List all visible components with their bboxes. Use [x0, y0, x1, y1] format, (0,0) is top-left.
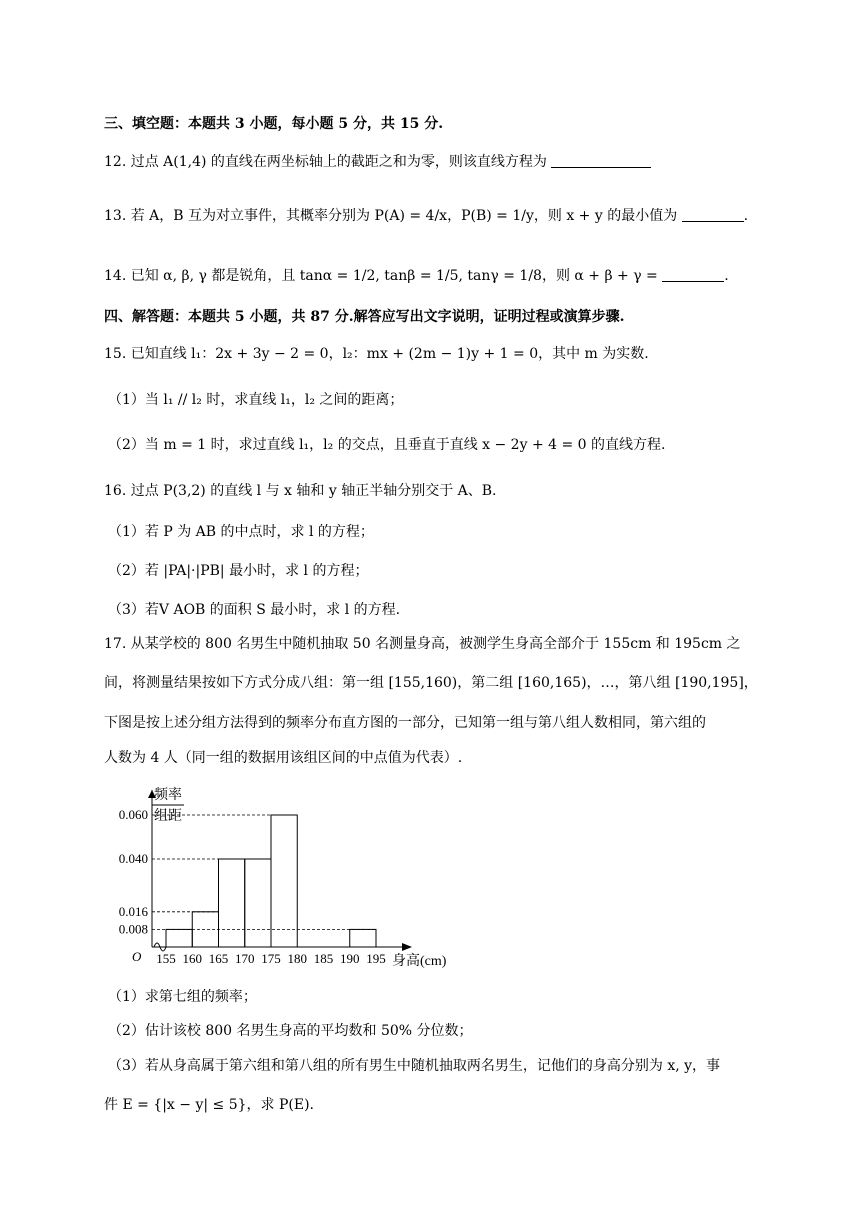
question-17-part-1: （1）求第七组的频率；	[108, 989, 257, 1005]
question-17-line-1: 17. 从某学校的 800 名男生中随机抽取 50 名测量身高，被测学生身高全部介于 155cm 和 195cm 之	[104, 636, 741, 652]
histogram-bar	[350, 929, 376, 947]
origin-label: O	[132, 949, 142, 964]
y-label-top: 频率	[154, 788, 182, 803]
question-16-stem: 16. 过点 P(3,2) 的直线 l 与 x 轴和 y 轴正半轴分别交于 A、B.	[104, 483, 497, 499]
question-16-part-1: （1）若 P 为 AB 的中点时，求 l 的方程；	[108, 524, 374, 540]
question-14-text: 14. 已知 α, β, γ 都是锐角，且 tanα = 1/2, tanβ = 1/5, tanγ = 1/8，则 α + β + γ =	[104, 268, 658, 284]
question-17-part-3: （3）若从身高属于第六组和第八组的所有男生中随机抽取两名男生，记他们的身高分别为 x, y，事	[108, 1058, 721, 1074]
answer-blank-12[interactable]	[551, 153, 651, 168]
x-tick-label: 180	[287, 951, 307, 966]
x-tick-label: 155	[156, 951, 176, 966]
histogram-bar	[219, 859, 245, 947]
x-tick-label: 190	[340, 951, 360, 966]
y-tick-label: 0.016	[118, 903, 148, 919]
x-tick-label: 175	[261, 951, 281, 966]
question-17-line-2: 间，将测量结果按如下方式分成八组：第一组 [155,160)，第二组 [160,165)，…，第八组 [190,195]，	[104, 675, 758, 691]
x-tick-label: 165	[208, 951, 229, 966]
question-15-part-1: （1）当 l₁ // l₂ 时，求直线 l₁，l₂ 之间的距离；	[108, 392, 404, 408]
question-17-line-4: 人数为 4 人（同一组的数据用该组区间的中点值为代表）.	[104, 750, 463, 766]
question-17-part-4: 件 E = {|x − y| ≤ 5}，求 P(E).	[104, 1097, 314, 1113]
frequency-histogram	[96, 775, 476, 975]
answer-blank-13[interactable]	[682, 207, 744, 222]
question-16-part-2: （2）若 |PA|·|PB| 最小时，求 l 的方程；	[108, 563, 369, 579]
question-17-part-2: （2）估计该校 800 名男生身高的平均数和 50% 分位数；	[108, 1023, 473, 1039]
question-16-part-3: （3）若V AOB 的面积 S 最小时，求 l 的方程.	[108, 602, 401, 618]
answer-blank-14[interactable]	[662, 267, 724, 282]
question-13-text: 13. 若 A，B 互为对立事件，其概率分别为 P(A) = 4/x，P(B) = 1/y，则 x + y 的最小值为	[104, 208, 678, 224]
histogram-bar	[271, 815, 297, 947]
question-15-part-2: （2）当 m = 1 时，求过直线 l₁，l₂ 的交点，且垂直于直线 x − 2y + 4 = 0 的直线方程.	[108, 437, 666, 453]
histogram-bar	[166, 929, 192, 947]
x-axis-label: 身高(cm)	[392, 954, 447, 969]
question-15-stem: 15. 已知直线 l₁：2x + 3y − 2 = 0，l₂：mx + (2m − 1)y + 1 = 0，其中 m 为实数.	[104, 346, 649, 362]
histogram-bar	[245, 859, 271, 947]
question-17-line-3: 下图是按上述分组方法得到的频率分布直方图的一部分，已知第一组与第八组人数相同，第六组的	[104, 715, 706, 731]
question-12-text: 12. 过点 A(1,4) 的直线在两坐标轴上的截距之和为零，则该直线方程为	[104, 154, 547, 170]
x-axis-arrow	[402, 943, 412, 951]
x-tick-label: 195	[366, 951, 386, 966]
x-tick-label: 170	[235, 951, 255, 966]
question-13: 13. 若 A，B 互为对立事件，其概率分别为 P(A) = 4/x，P(B) = 1/y，则 x + y 的最小值为 .	[104, 208, 749, 224]
x-tick-label: 160	[182, 951, 202, 966]
y-tick-label: 0.060	[118, 807, 148, 822]
y-tick-label: 0.008	[118, 921, 148, 937]
y-label-bottom: 组距	[154, 809, 182, 824]
section-fill-blank-heading: 三、填空题：本题共 3 小题，每小题 5 分，共 15 分.	[104, 116, 444, 132]
question-12	[104, 152, 651, 172]
y-tick-label: 0.040	[118, 851, 148, 866]
question-14: 14. 已知 α, β, γ 都是锐角，且 tanα = 1/2, tanβ = 1/5, tanγ = 1/8，则 α + β + γ = .	[104, 268, 729, 284]
section-answer-heading: 四、解答题：本题共 5 小题，共 87 分.解答应写出文字说明，证明过程或演算步骤.	[104, 309, 625, 325]
x-tick-label: 185	[313, 951, 334, 966]
